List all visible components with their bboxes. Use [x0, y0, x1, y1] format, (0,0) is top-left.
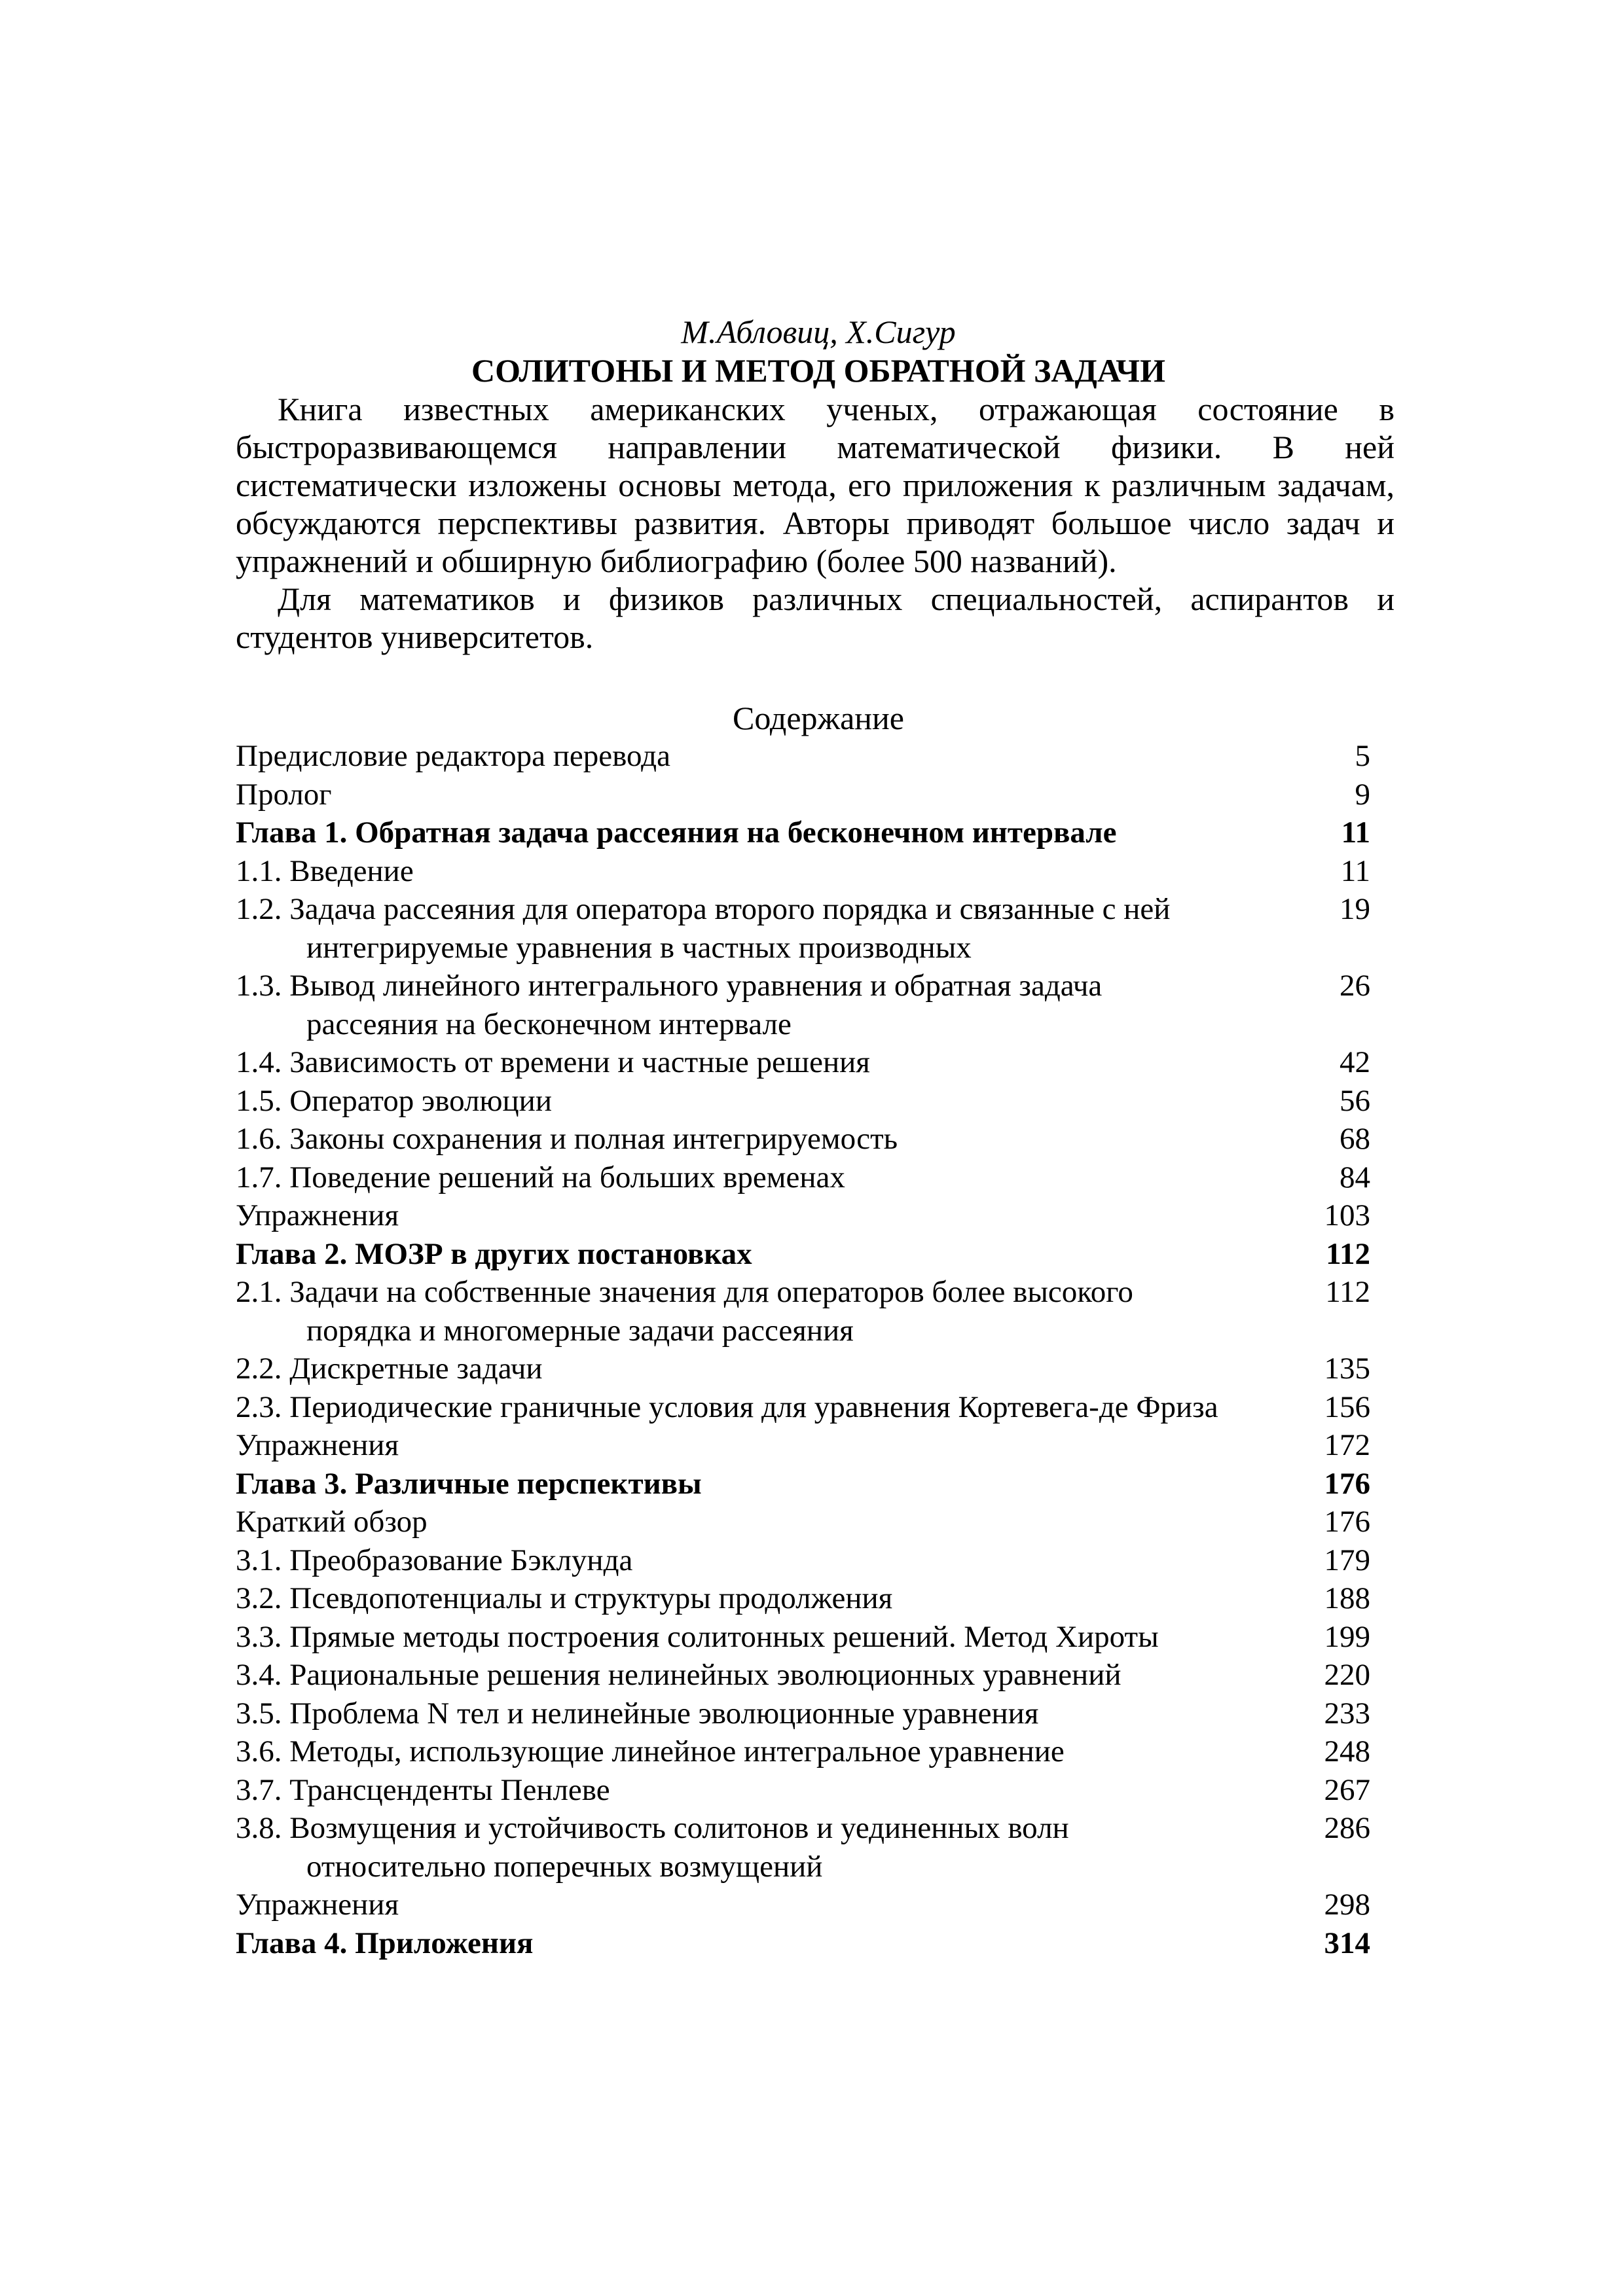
toc-chapter-row — [236, 1235, 1370, 1274]
toc-entry-page-number: 179 — [1324, 1543, 1370, 1577]
toc-entry-title-line: 3.1. Преобразование Бэклунда — [236, 1543, 633, 1577]
toc-entry-page-number: 11 — [1341, 816, 1370, 850]
toc-row — [236, 1120, 1370, 1158]
toc-entry-title-line: Глава 1. Обратная задача рассеяния на бесконечном интервале — [236, 816, 1117, 850]
toc-entry-page-number: 103 — [1324, 1198, 1370, 1232]
toc-entry-title-line: Глава 3. Различные перспективы — [236, 1466, 702, 1501]
toc-entry-title-line: 1.2. Задача рассеяния для оператора второго порядка и связанные с ней — [236, 892, 1171, 926]
toc-entry-title — [236, 1196, 1311, 1235]
toc-entry-title-line: Краткий обзор — [236, 1505, 428, 1539]
toc-row — [236, 852, 1370, 891]
toc-entry-title — [236, 1273, 1312, 1350]
toc-entry-title-line: 1.6. Законы сохранения и полная интегрируемость — [236, 1122, 898, 1156]
toc-entry-page-number: 19 — [1340, 892, 1370, 926]
toc-chapter-row — [236, 1465, 1370, 1503]
toc-entry-title-line: Предисловие редактора перевода — [236, 739, 670, 773]
toc-row — [236, 1273, 1370, 1350]
toc-entry-title-line: 2.1. Задачи на собственные значения для операторов более высокого — [236, 1275, 1133, 1309]
toc-entry-page-number: 172 — [1324, 1428, 1370, 1462]
toc-entry-title-line: Глава 2. МОЗР в других постановках — [236, 1236, 752, 1271]
toc-entry-title-line: 3.7. Трансценденты Пенлеве — [236, 1772, 610, 1807]
toc-entry-title — [236, 1120, 1326, 1158]
toc-entry-title — [236, 1541, 1311, 1580]
toc-entry-page-number: 112 — [1326, 1236, 1370, 1271]
toc-row — [236, 1809, 1370, 1886]
toc-heading: Содержание — [733, 700, 904, 736]
toc-entry-page-number: 267 — [1324, 1772, 1370, 1807]
book-title: СОЛИТОНЫ И МЕТОД ОБРАТНОЙ ЗАДАЧИ — [471, 352, 1165, 389]
toc-row — [236, 1541, 1370, 1580]
toc-entry-title — [236, 1082, 1326, 1121]
annotation-paragraph: Книга известных американских ученых, отражающая состояние в быстроразвивающемся направлении математической физики. В ней систематически изложены основы метода, его приложения к различным задачам, обсуждаются перспективы развития. Авторы приводят большое число задач и упражнений и обширную библиографию (более 500 названий). — [236, 391, 1395, 579]
toc-entry-title — [236, 967, 1326, 1043]
toc-entry-title-line: 1.7. Поведение решений на больших временах — [236, 1160, 845, 1194]
toc-row — [236, 1158, 1370, 1197]
toc-entry-title — [236, 776, 1342, 814]
toc-entry-title-line: 3.2. Псевдопотенциалы и структуры продолжения — [236, 1581, 893, 1615]
toc-entry-page-number: 298 — [1324, 1888, 1370, 1922]
toc-entry-page-number: 112 — [1325, 1275, 1370, 1309]
toc-row — [236, 1618, 1370, 1657]
table-of-contents — [236, 737, 1370, 1962]
toc-row — [236, 1043, 1370, 1082]
toc-entry-page-number: 286 — [1324, 1811, 1370, 1845]
toc-entry-page-number: 135 — [1324, 1352, 1370, 1386]
toc-row — [236, 1579, 1370, 1618]
toc-entry-title-line: 3.4. Рациональные решения нелинейных эволюционных уравнений — [236, 1658, 1122, 1692]
toc-row — [236, 1732, 1370, 1771]
toc-entry-title-line: 3.6. Методы, использующие линейное интегральное уравнение — [236, 1734, 1065, 1768]
toc-row — [236, 890, 1370, 967]
toc-entry-page-number: 176 — [1324, 1505, 1370, 1539]
toc-row — [236, 1771, 1370, 1810]
toc-entry-page-number: 56 — [1340, 1083, 1370, 1118]
toc-entry-title-line: 3.8. Возмущения и устойчивость солитонов и уединенных волн — [236, 1811, 1069, 1845]
toc-entry-title-line: Глава 4. Приложения — [236, 1926, 534, 1960]
toc-entry-page-number: 176 — [1324, 1466, 1370, 1501]
toc-entry-page-number: 9 — [1355, 777, 1370, 812]
toc-entry-title-continuation: рассеяния на бесконечном интервале — [306, 1007, 792, 1041]
toc-entry-title-line: Упражнения — [236, 1198, 399, 1232]
toc-row — [236, 737, 1370, 776]
toc-entry-page-number: 314 — [1324, 1926, 1370, 1960]
toc-entry-title — [236, 1695, 1311, 1733]
toc-entry-title-line: 1.1. Введение — [236, 853, 414, 888]
toc-chapter-row — [236, 814, 1370, 852]
toc-entry-title — [236, 814, 1328, 852]
toc-row — [236, 1695, 1370, 1733]
toc-row — [236, 1886, 1370, 1924]
toc-entry-title — [236, 1465, 1311, 1503]
toc-entry-title — [236, 1043, 1326, 1082]
toc-row — [236, 967, 1370, 1043]
toc-entry-page-number: 188 — [1324, 1581, 1370, 1615]
toc-entry-title — [236, 1158, 1326, 1197]
toc-entry-page-number: 11 — [1340, 853, 1370, 888]
book-annotation-page — [236, 313, 1395, 1962]
toc-entry-title-line: 2.2. Дискретные задачи — [236, 1352, 543, 1386]
toc-entry-title-line: 3.3. Прямые методы построения солитонных решений. Метод Хироты — [236, 1619, 1159, 1654]
toc-entry-title-line: 1.4. Зависимость от времени и частные решения — [236, 1045, 870, 1079]
toc-entry-title — [236, 1388, 1311, 1427]
toc-entry-title-line: 2.3. Периодические граничные условия для уравнения Кортевега-де Фриза — [236, 1390, 1218, 1424]
toc-entry-page-number: 5 — [1355, 739, 1370, 773]
toc-entry-page-number: 26 — [1340, 969, 1370, 1003]
toc-row — [236, 1196, 1370, 1235]
toc-entry-title-line: Упражнения — [236, 1888, 399, 1922]
toc-entry-title — [236, 1771, 1311, 1810]
toc-entry-title — [236, 1618, 1311, 1657]
toc-row — [236, 1656, 1370, 1695]
toc-entry-title — [236, 1579, 1311, 1618]
toc-entry-page-number: 248 — [1324, 1734, 1370, 1768]
toc-entry-title — [236, 1656, 1311, 1695]
toc-chapter-row — [236, 1924, 1370, 1963]
audience-paragraph: Для математиков и физиков различных специальностей, аспирантов и студентов университетов. — [236, 581, 1395, 655]
toc-entry-title — [236, 1503, 1311, 1541]
toc-entry-page-number: 84 — [1340, 1160, 1370, 1194]
toc-entry-title-line: 1.3. Вывод линейного интегрального уравнения и обратная задача — [236, 969, 1103, 1003]
toc-entry-page-number: 68 — [1340, 1122, 1370, 1156]
toc-entry-title-line: 1.5. Оператор эволюции — [236, 1083, 552, 1118]
toc-entry-title-continuation: интегрируемые уравнения в частных производных — [306, 930, 972, 965]
toc-row — [236, 1082, 1370, 1121]
toc-entry-page-number: 220 — [1324, 1658, 1370, 1692]
toc-row — [236, 1388, 1370, 1427]
toc-entry-title — [236, 1350, 1311, 1388]
toc-entry-page-number: 42 — [1340, 1045, 1370, 1079]
toc-entry-title — [236, 1235, 1313, 1274]
toc-entry-page-number: 233 — [1324, 1696, 1370, 1731]
toc-entry-title-line: 3.5. Проблема N тел и нелинейные эволюционные уравнения — [236, 1696, 1039, 1731]
toc-entry-page-number: 199 — [1324, 1619, 1370, 1654]
book-authors: М.Абловиц, Х.Сигур — [681, 314, 956, 350]
toc-entry-title — [236, 737, 1342, 776]
toc-entry-title — [236, 1886, 1311, 1924]
toc-row — [236, 1350, 1370, 1388]
toc-entry-title-line: Пролог — [236, 777, 332, 812]
toc-entry-title-continuation: порядка и многомерные задачи рассеяния — [306, 1313, 854, 1348]
toc-entry-title — [236, 1426, 1311, 1465]
toc-row — [236, 1426, 1370, 1465]
toc-entry-title — [236, 852, 1328, 891]
toc-entry-title — [236, 1809, 1311, 1886]
toc-entry-title-line: Упражнения — [236, 1428, 399, 1462]
toc-entry-title — [236, 1924, 1311, 1963]
toc-row — [236, 776, 1370, 814]
toc-entry-page-number: 156 — [1324, 1390, 1370, 1424]
toc-entry-title — [236, 890, 1326, 967]
toc-row — [236, 1503, 1370, 1541]
toc-entry-title-continuation: относительно поперечных возмущений — [306, 1849, 823, 1884]
toc-entry-title — [236, 1732, 1311, 1771]
